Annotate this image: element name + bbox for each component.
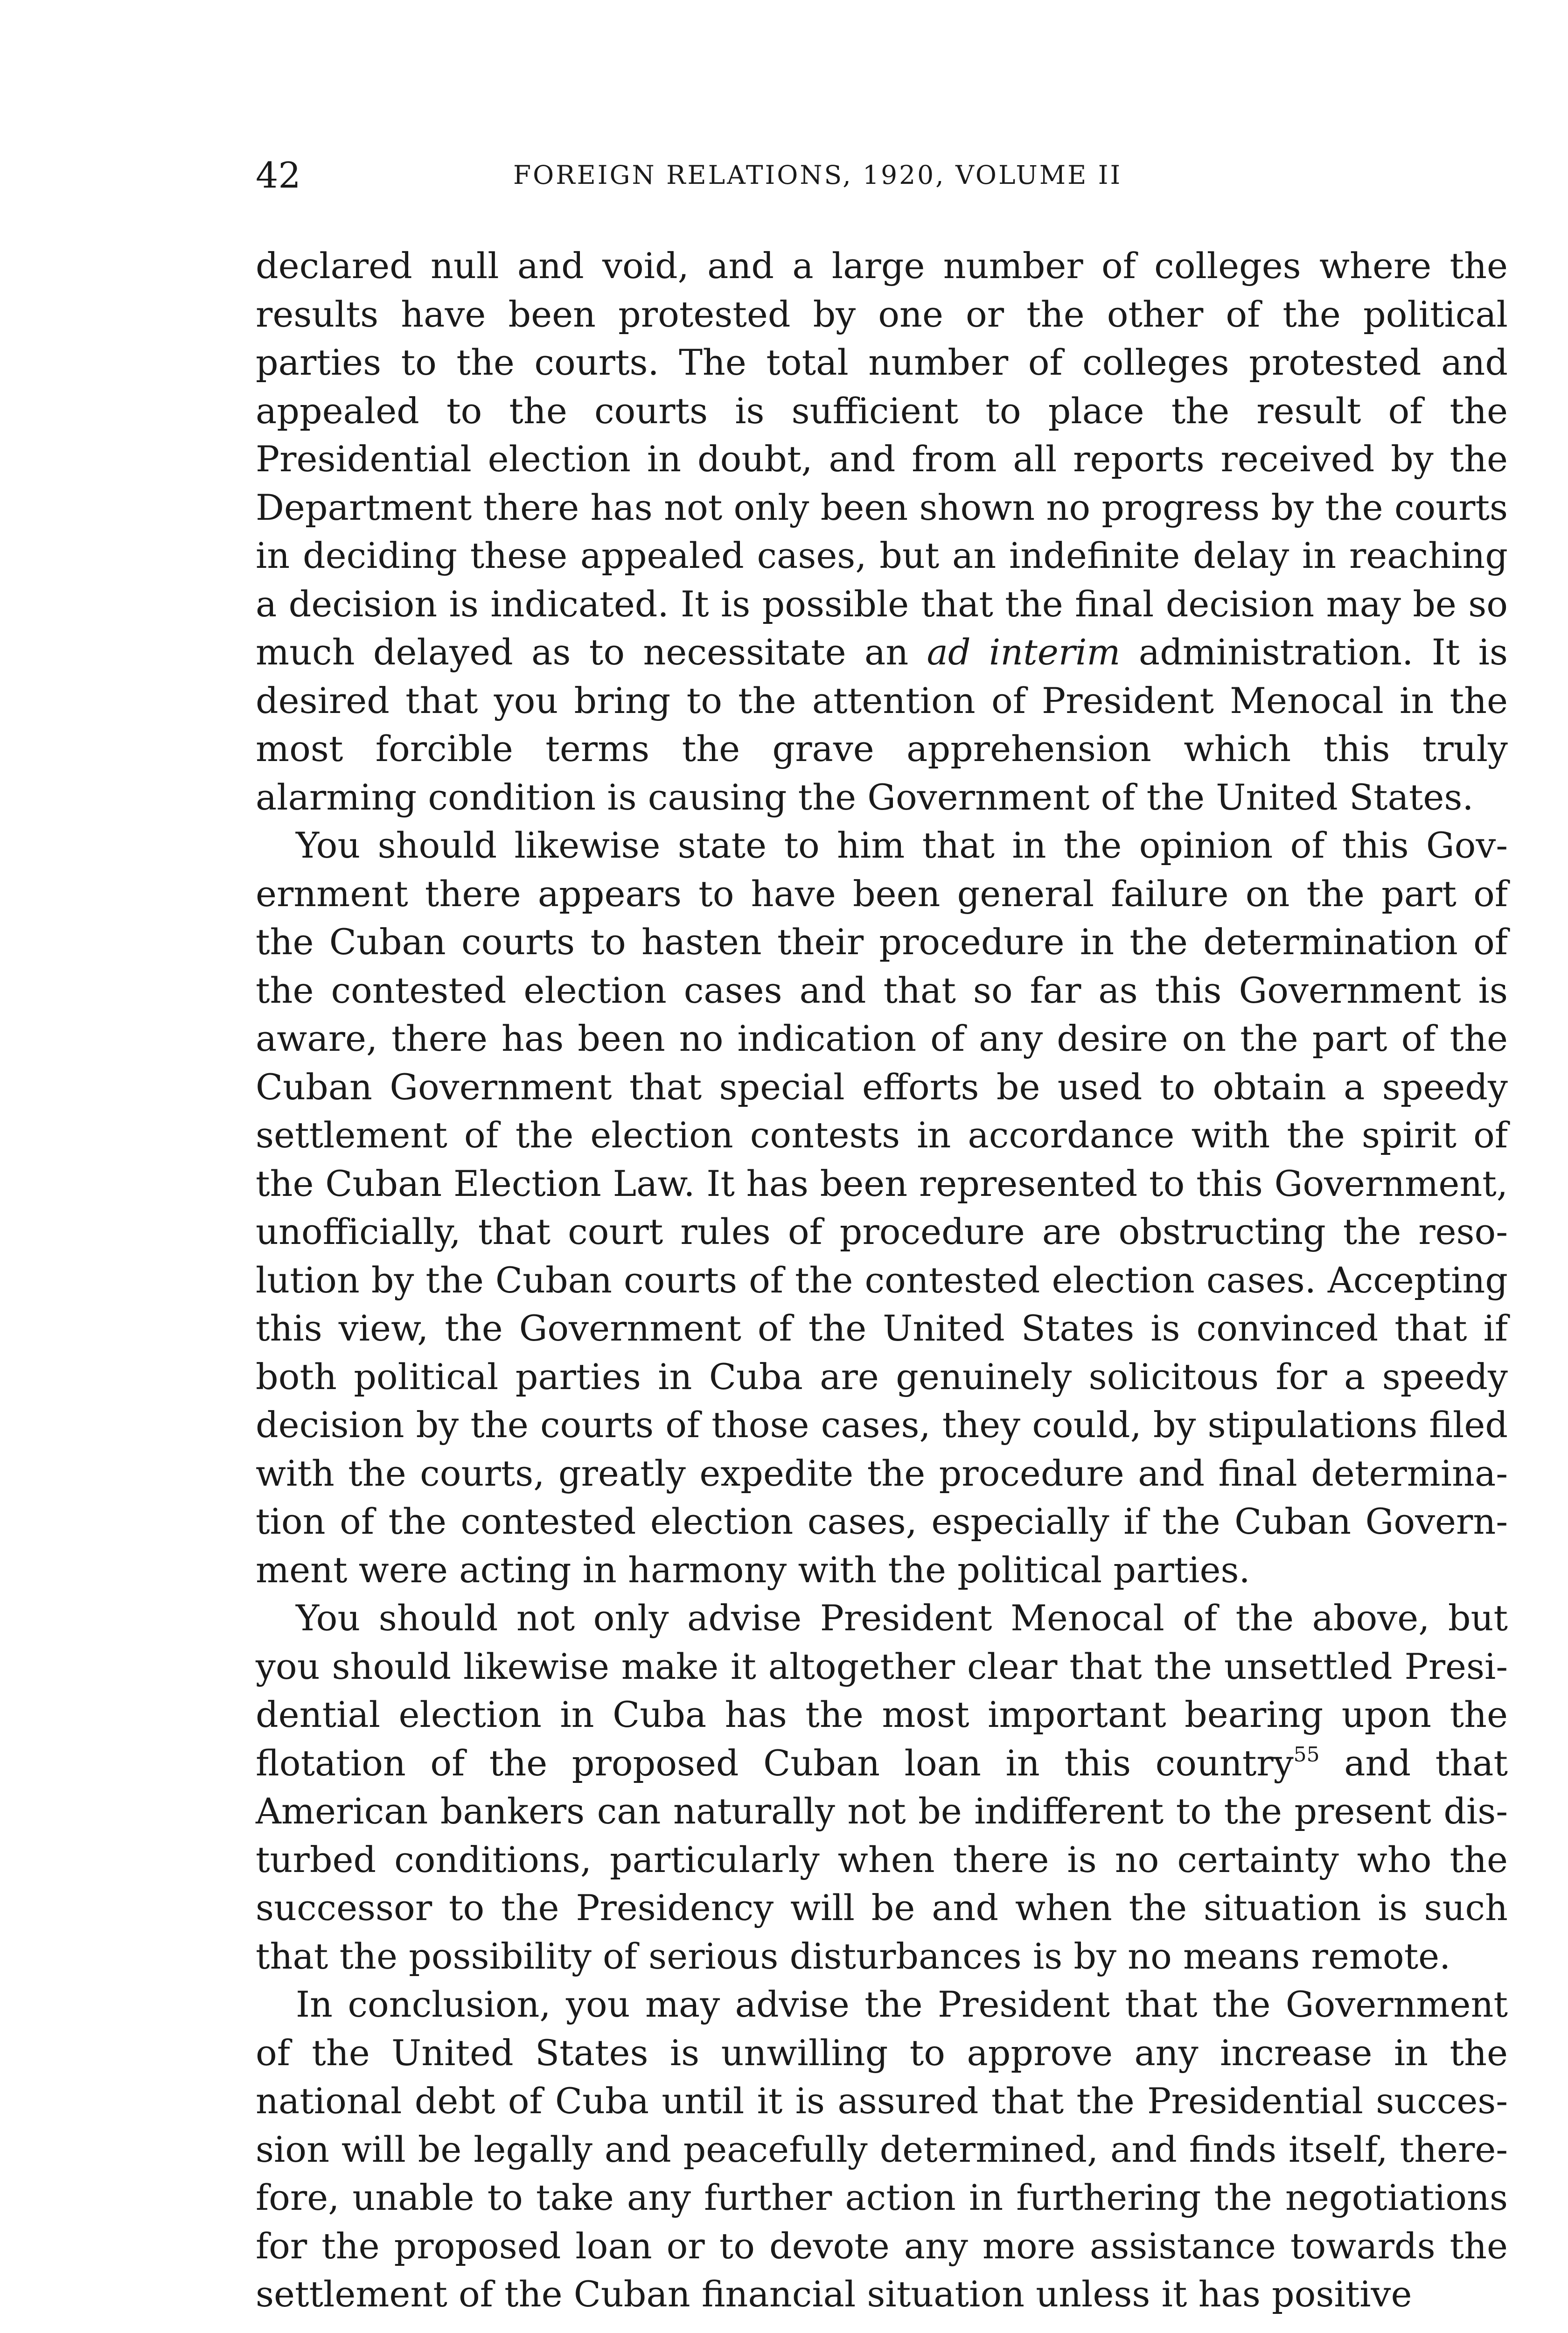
- document-page: [256, 154, 1508, 2333]
- page-number: 42: [256, 154, 301, 196]
- paragraph-1-text-b: administration. It is desired that you bring to the attention of President Menocal in the most forcible terms the grave apprehension which this truly alarming condition is causing the Government of the United States.: [256, 631, 1508, 818]
- paragraph-4: In conclusion, you may advise the President that the Government of the United States is unwilling to approve any increase in the national debt of Cuba until it is assured that the Presidential succession will be legally and peacefully determined, and finds itself, therefore, unable to take any further action in furthering the negotiations for the proposed loan or to devote any more assistance towards the settlement of the Cuban financial situation unless it has positive: [256, 1984, 1508, 2315]
- paragraph-3: [256, 1594, 1508, 1980]
- italic-phrase: ad interim: [927, 631, 1121, 673]
- running-title: FOREIGN RELATIONS, 1920, VOLUME II: [513, 160, 1122, 190]
- paragraph-3-text-b: and that American bankers can naturally not be indifferent to the present disturbed conditions, particularly when there is no certainty who the successor to the Presidency will be and when the situation is such that the possibility of serious disturbances is by no means remote.: [256, 1742, 1508, 1977]
- body-text: [256, 242, 1508, 2319]
- paragraph-1-text-a: declared null and void, and a large number of colleges where the results have been protested by one or the other of the political parties to the courts. The total number of colleges protested and appealed to the courts is sufficient to place the result of the Presidential election in doubt, and from all reports received by the Department there has not only been shown no progress by the courts in deciding these appealed cases, but an indefinite delay in reaching a decision is indicated. It is possible that the final decision may be so much delayed as to necessitate an: [256, 245, 1508, 673]
- footnote-reference[interactable]: 55: [1293, 1742, 1320, 1767]
- running-head: [256, 154, 1508, 214]
- paragraph-2: You should likewise state to him that in the opinion of this Government there appears to have been general failure on the part of the Cuban courts to hasten their procedure in the determination of the contested election cases and that so far as this Government is aware, there has been no indication of any desire on the part of the Cuban Government that special efforts be used to obtain a speedy settlement of the election contests in accordance with the spirit of the Cuban Election Law. It has been represented to this Government, unofficially, that court rules of procedure are obstructing the resolution by the Cuban courts of the contested election cases. Accepting this view, the Government of the United States is convinced that if both political parties in Cuba are genuinely solicitous for a speedy decision by the courts of those cases, they could, by stipulations filed with the courts, greatly expedite the procedure and final determination of the contested election cases, especially if the Cuban Government were acting in harmony with the political parties.: [256, 824, 1508, 1591]
- paragraph-1: [256, 242, 1508, 821]
- paragraph-3-text-a: You should not only advise President Menocal of the above, but you should likewise make it altogether clear that the unsettled Presidential election in Cuba has the most important bearing upon the flotation of the proposed Cuban loan in this country: [256, 1597, 1508, 1784]
